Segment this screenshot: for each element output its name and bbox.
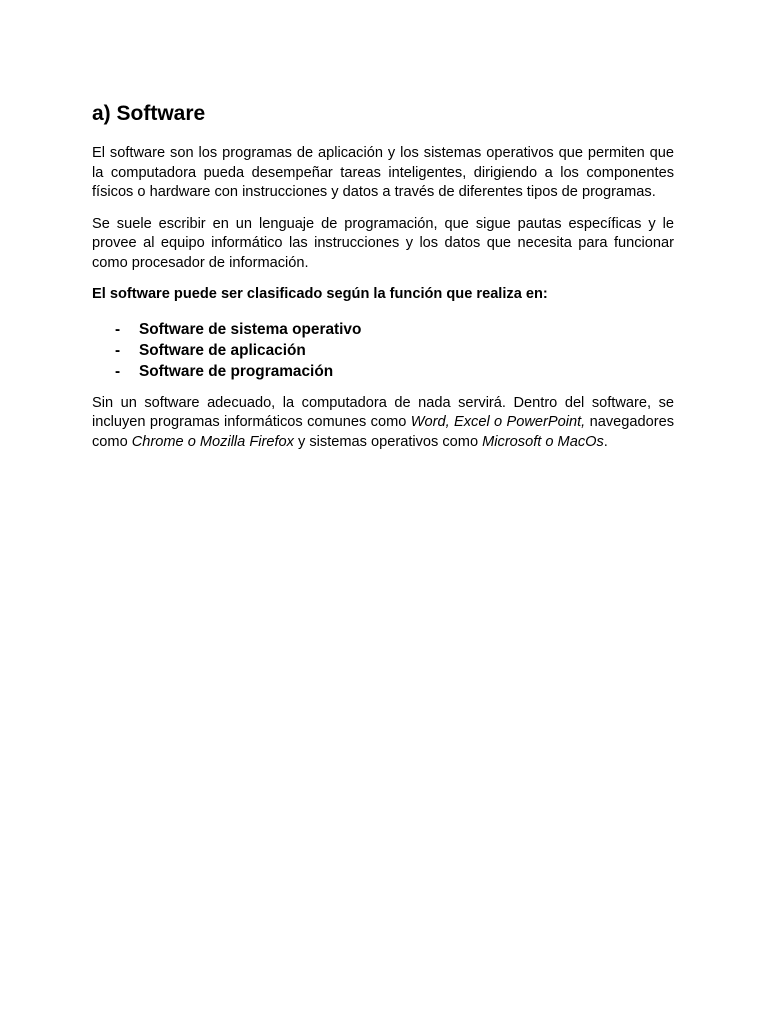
document-page xyxy=(92,100,674,464)
closing-paragraph xyxy=(92,394,674,453)
closing-browsers: Chrome o Mozilla Firefox xyxy=(131,433,294,450)
dash-bullet: - xyxy=(115,362,121,380)
classification-lead: El software puede ser clasificado según la función que realiza en: xyxy=(92,286,548,302)
software-types-list xyxy=(92,319,674,382)
programming-paragraph: Se suele escribir en un lenguaje de programación, que sigue pautas específicas y le provee al equipo informático las instrucciones y los datos que necesita para funcionar como procesador de información. xyxy=(92,215,674,271)
list-item-label: Software de sistema operativo xyxy=(139,320,362,338)
list-item-label: Software de aplicación xyxy=(139,341,306,359)
dash-bullet: - xyxy=(115,320,121,338)
section-heading: a) Software xyxy=(92,102,206,125)
closing-office-apps: Word, Excel o PowerPoint, xyxy=(410,414,586,430)
closing-text-4: . xyxy=(603,433,608,450)
dash-bullet: - xyxy=(115,341,121,359)
closing-operating-systems: Microsoft o MacOs xyxy=(482,433,604,450)
closing-text-1: Sin un software adecuado, la computadora de nada servirá. Dentro del software, se incluyen programas informáticos comunes como xyxy=(92,394,674,430)
closing-text-3: y sistemas operativos como xyxy=(293,433,483,450)
list-item-programming-software xyxy=(92,361,674,382)
list-item-label: Software de programación xyxy=(139,362,334,380)
closing-text-2: navegadores como xyxy=(92,414,674,450)
list-item-system-software xyxy=(92,319,674,340)
intro-paragraph: El software son los programas de aplicación y los sistemas operativos que permiten que la computadora pueda desempeñar tareas inteligentes, dirigiendo a los componentes físicos o hardware con instrucciones y datos a través de diferentes tipos de programas. xyxy=(92,145,674,200)
list-item-application-software xyxy=(92,340,674,361)
